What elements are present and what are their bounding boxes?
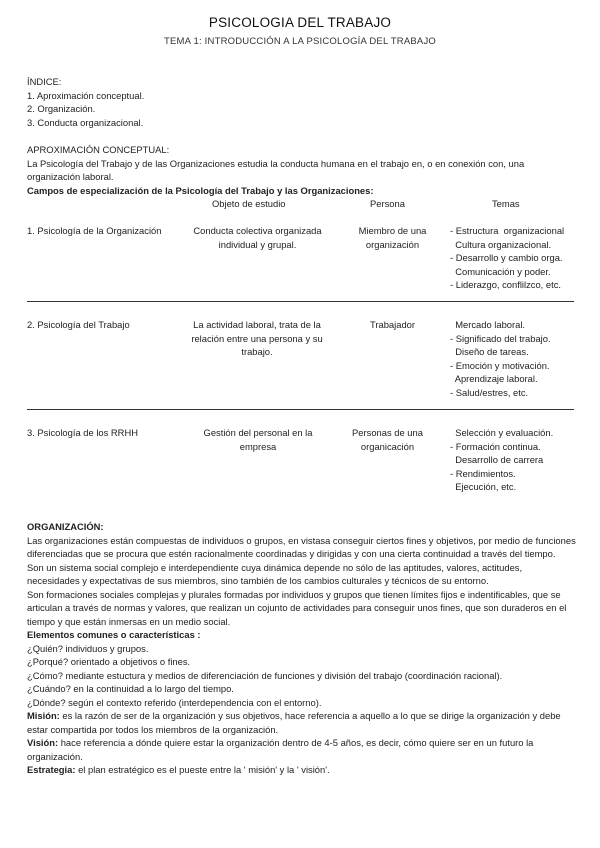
row-field: 1. Psicología de la Organización [27, 225, 162, 236]
topic-item: - Liderazgo, conflilzco, etc. [450, 279, 561, 290]
row-object: Gestión del personal en la empresa [203, 427, 313, 452]
index-heading: ÍNDICE: [27, 76, 62, 87]
mision-label: Misión: [27, 710, 60, 721]
col-header-person: Persona [370, 198, 405, 209]
element-item: ¿Cómo? mediante estuctura y medios de diferenciación de funciones y división del trabajo (coordinación racional). [27, 669, 503, 681]
topic-item: Ejecución, etc. [450, 481, 517, 492]
aprox-paragraph: La Psicología del Trabajo y de las Organizaciones estudia la conducta humana en el trabajo en, o en conexión con, una organización laboral. [27, 157, 525, 182]
mision-text: es la razón de ser de la organización y sus objetivos, hace referencia a aquello a lo que se dirige la organización y debe estar compartida por todos los miembros de la organización. [27, 710, 561, 735]
row-topics [450, 224, 564, 292]
element-item: ¿Porqué? orientado a objetivos o fines. [27, 656, 191, 667]
estrategia-definition [27, 763, 577, 777]
document-title: PSICOLOGIA DEL TRABAJO [201, 15, 399, 30]
vision-label: Visión: [27, 737, 59, 748]
title-wrap [0, 14, 600, 32]
topic-item: - Estructura organizacional [450, 225, 565, 236]
index-item: 1. Aproximación conceptual. [27, 89, 145, 101]
vision-text: hace referencia a dónde quiere estar la organización dentro de 4-5 años, es decir, cómo quiere ser en un futuro la organización. [27, 737, 534, 762]
topic-item: Cultura organizacional. [450, 238, 552, 250]
index-item: 2. Organización. [27, 103, 96, 114]
topic-item: Mercado laboral. [450, 319, 526, 330]
topic-item: - Significado del trabajo. [450, 332, 551, 344]
row-person: Miembro de una organización [358, 225, 427, 250]
row-divider [27, 409, 574, 410]
estrategia-label: Estrategia: [27, 764, 76, 775]
row-divider [27, 301, 574, 302]
row-topics [450, 318, 551, 399]
row-object: Conducta colectiva organizada individual y grupal. [193, 225, 322, 250]
row-topics [450, 426, 553, 494]
topic-item: - Rendimientos. [450, 467, 516, 479]
aprox-section [27, 143, 577, 197]
topic-item: - Emoción y motivación. [450, 359, 550, 371]
topic-item: Diseño de tareas. [450, 346, 529, 357]
topic-item: Aprendizaje laboral. [450, 373, 538, 384]
row-field: 2. Psicología del Trabajo [27, 319, 130, 330]
element-item: ¿Cuándo? en la continuidad a lo largo del tiempo. [27, 683, 234, 694]
org-paragraph: Son un sistema social complejo e interdependiente cuya dinámica depende no sólo de las aptitudes, valores, actitudes, necesidades y expectativas de sus miembros, sino también de los cambios culturales y técnicos de su entorno. [27, 561, 523, 586]
document-subtitle: TEMA 1: INTRODUCCIÓN A LA PSICOLOGÍA DEL TRABAJO [164, 36, 436, 47]
index-item: 3. Conducta organizacional. [27, 116, 144, 128]
org-heading: ORGANIZACIÓN: [27, 521, 104, 532]
row-object: La actividad laboral, trata de la relación entre una persona y su trabajo. [191, 319, 323, 357]
row-field: 3. Psicología de los RRHH [27, 427, 138, 438]
aprox-heading: APROXIMACIÓN CONCEPTUAL: [27, 144, 170, 155]
topic-item: Selección y evaluación. [450, 427, 554, 438]
vision-definition [27, 736, 577, 763]
element-item: ¿Dónde? según el contexto referido (interdependencia con el entorno). [27, 696, 322, 708]
row-person: Personas de una organicación [352, 427, 423, 452]
col-header-object: Objeto de estudio [212, 198, 286, 209]
org-paragraph: Las organizaciones están compuestas de individuos o grupos, en vistasa conseguir ciertos fines y objetivos, por medio de funciones diferenciadas que se procura que estén racionalmente coordinadas y dirigidas y con una cierta continuidad a través del tiempo. [27, 534, 576, 559]
topic-item: - Formación continua. [450, 440, 541, 452]
col-header-topics: Temas [492, 198, 520, 209]
topic-item: - Salud/estres, etc. [450, 386, 529, 398]
index-section [27, 75, 577, 129]
mision-definition [27, 709, 577, 736]
fields-heading: Campos de especialización de la Psicología del Trabajo y las Organizaciones: [27, 184, 374, 196]
topic-item: Comunicación y poder. [450, 265, 551, 277]
elements-heading: Elementos comunes o características : [27, 629, 201, 640]
topic-item: - Desarrollo y cambio orga. [450, 252, 563, 263]
org-paragraph: Son formaciones sociales complejas y plurales formadas por individuos y grupos que tienen límites fijos e indentificables, que se articulan a través de normas y valores, que realizan un cojunto de actividades para conseguir unos fines, que son duraderos en el tiempo y que están inmersas en un medio social. [27, 588, 567, 627]
org-section [27, 520, 577, 777]
topic-item: Desarrollo de carrera [450, 454, 544, 465]
row-person: Trabajador [370, 319, 415, 330]
estrategia-text: el plan estratégico es el pueste entre la ' misión' y la ' visión'. [75, 764, 330, 775]
element-item: ¿Quién? individuos y grupos. [27, 642, 149, 654]
